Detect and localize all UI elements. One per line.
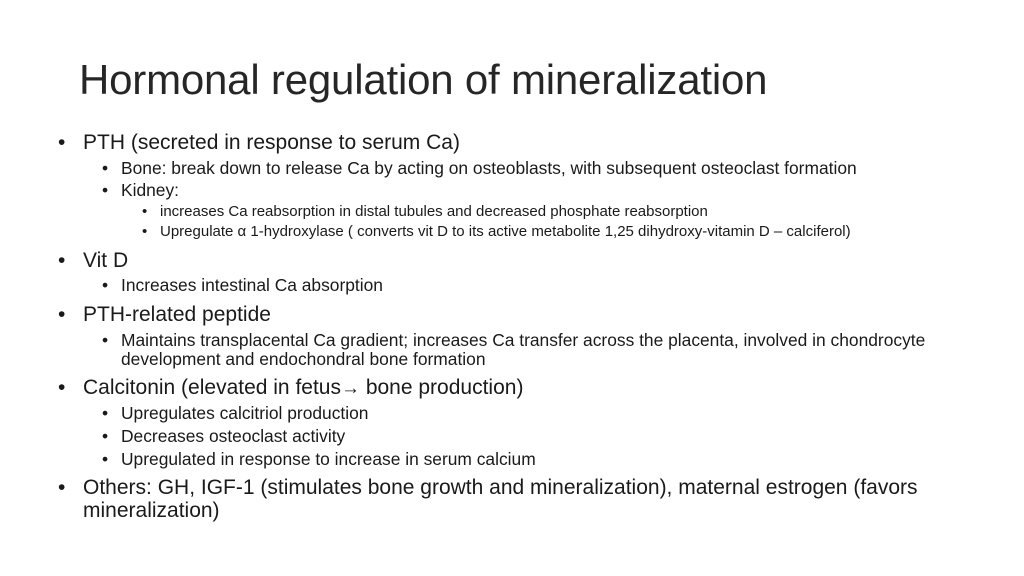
sub-sub-bullet-text: Upregulate α 1-hydroxylase ( converts vit D to its active metabolite 1,25 dihydroxy-vitamin D – calciferol) xyxy=(160,223,851,241)
bullet-calcitonin xyxy=(58,377,1008,400)
right-arrow-icon: → xyxy=(340,378,360,400)
bullet-dot-icon: • xyxy=(102,275,109,296)
bullet-dot-icon: • xyxy=(142,203,148,221)
bullet-dot-icon: • xyxy=(102,157,109,178)
bullet-text: Others: GH, IGF-1 (stimulates bone growth and mineralization), maternal estrogen (favors mineralization) xyxy=(83,476,918,523)
sub-bullet-kidney xyxy=(58,181,1008,200)
sub-sub-bullet-text: increases Ca reabsorption in distal tubules and decreased phosphate reabsorption xyxy=(160,203,708,221)
bullet-dot-icon: • xyxy=(58,476,66,500)
sub-bullet-text: Increases intestinal Ca absorption xyxy=(121,275,383,296)
sub-bullet-text: Upregulates calcitriol production xyxy=(121,403,369,424)
sub-bullet-text: Kidney: xyxy=(121,180,180,201)
bullet-dot-icon: • xyxy=(142,223,148,241)
bullet-others xyxy=(58,477,1008,522)
bullet-text-part: Calcitonin (elevated in fetus xyxy=(83,376,341,400)
sub-bullet-serum-calcium xyxy=(58,450,1008,469)
slide-body xyxy=(58,132,1008,523)
slide-title: Hormonal regulation of mineralization xyxy=(79,56,768,103)
sub-bullet-bone xyxy=(58,159,1008,178)
bullet-pthrp xyxy=(58,304,1008,327)
bullet-text-part: bone production) xyxy=(359,376,524,400)
bullet-dot-icon: • xyxy=(102,403,109,424)
bullet-vit-d xyxy=(58,250,1008,273)
sub-bullet-calcitriol xyxy=(58,404,1008,423)
sub-bullet-text: Bone: break down to release Ca by acting on osteoblasts, with subsequent osteoclast formation xyxy=(121,157,857,178)
bullet-text: PTH (secreted in response to serum Ca) xyxy=(83,131,460,154)
sub-bullet-text: Decreases osteoclast activity xyxy=(121,425,346,446)
sub-bullet-osteoclast xyxy=(58,427,1008,446)
bullet-dot-icon: • xyxy=(58,248,66,272)
bullet-dot-icon: • xyxy=(102,329,109,350)
sub-bullet-transplacental xyxy=(58,331,1008,369)
bullet-dot-icon: • xyxy=(102,448,109,469)
bullet-dot-icon: • xyxy=(58,376,66,400)
bullet-text: Vit D xyxy=(83,248,129,272)
sub-bullet-text: Upregulated in response to increase in serum calcium xyxy=(121,448,536,469)
bullet-pth xyxy=(58,132,1008,155)
bullet-dot-icon: • xyxy=(58,303,66,327)
sub-sub-bullet-hydroxylase xyxy=(58,224,1008,240)
sub-bullet-intestinal xyxy=(58,276,1008,295)
bullet-dot-icon: • xyxy=(58,131,66,154)
bullet-dot-icon: • xyxy=(102,425,109,446)
bullet-text: PTH-related peptide xyxy=(83,303,271,327)
bullet-dot-icon: • xyxy=(102,180,109,201)
sub-sub-bullet-reabsorption xyxy=(58,204,1008,220)
sub-bullet-text: Maintains transplacental Ca gradient; increases Ca transfer across the placenta, involved in chondrocyte development and endochondral bone formation xyxy=(121,329,926,369)
